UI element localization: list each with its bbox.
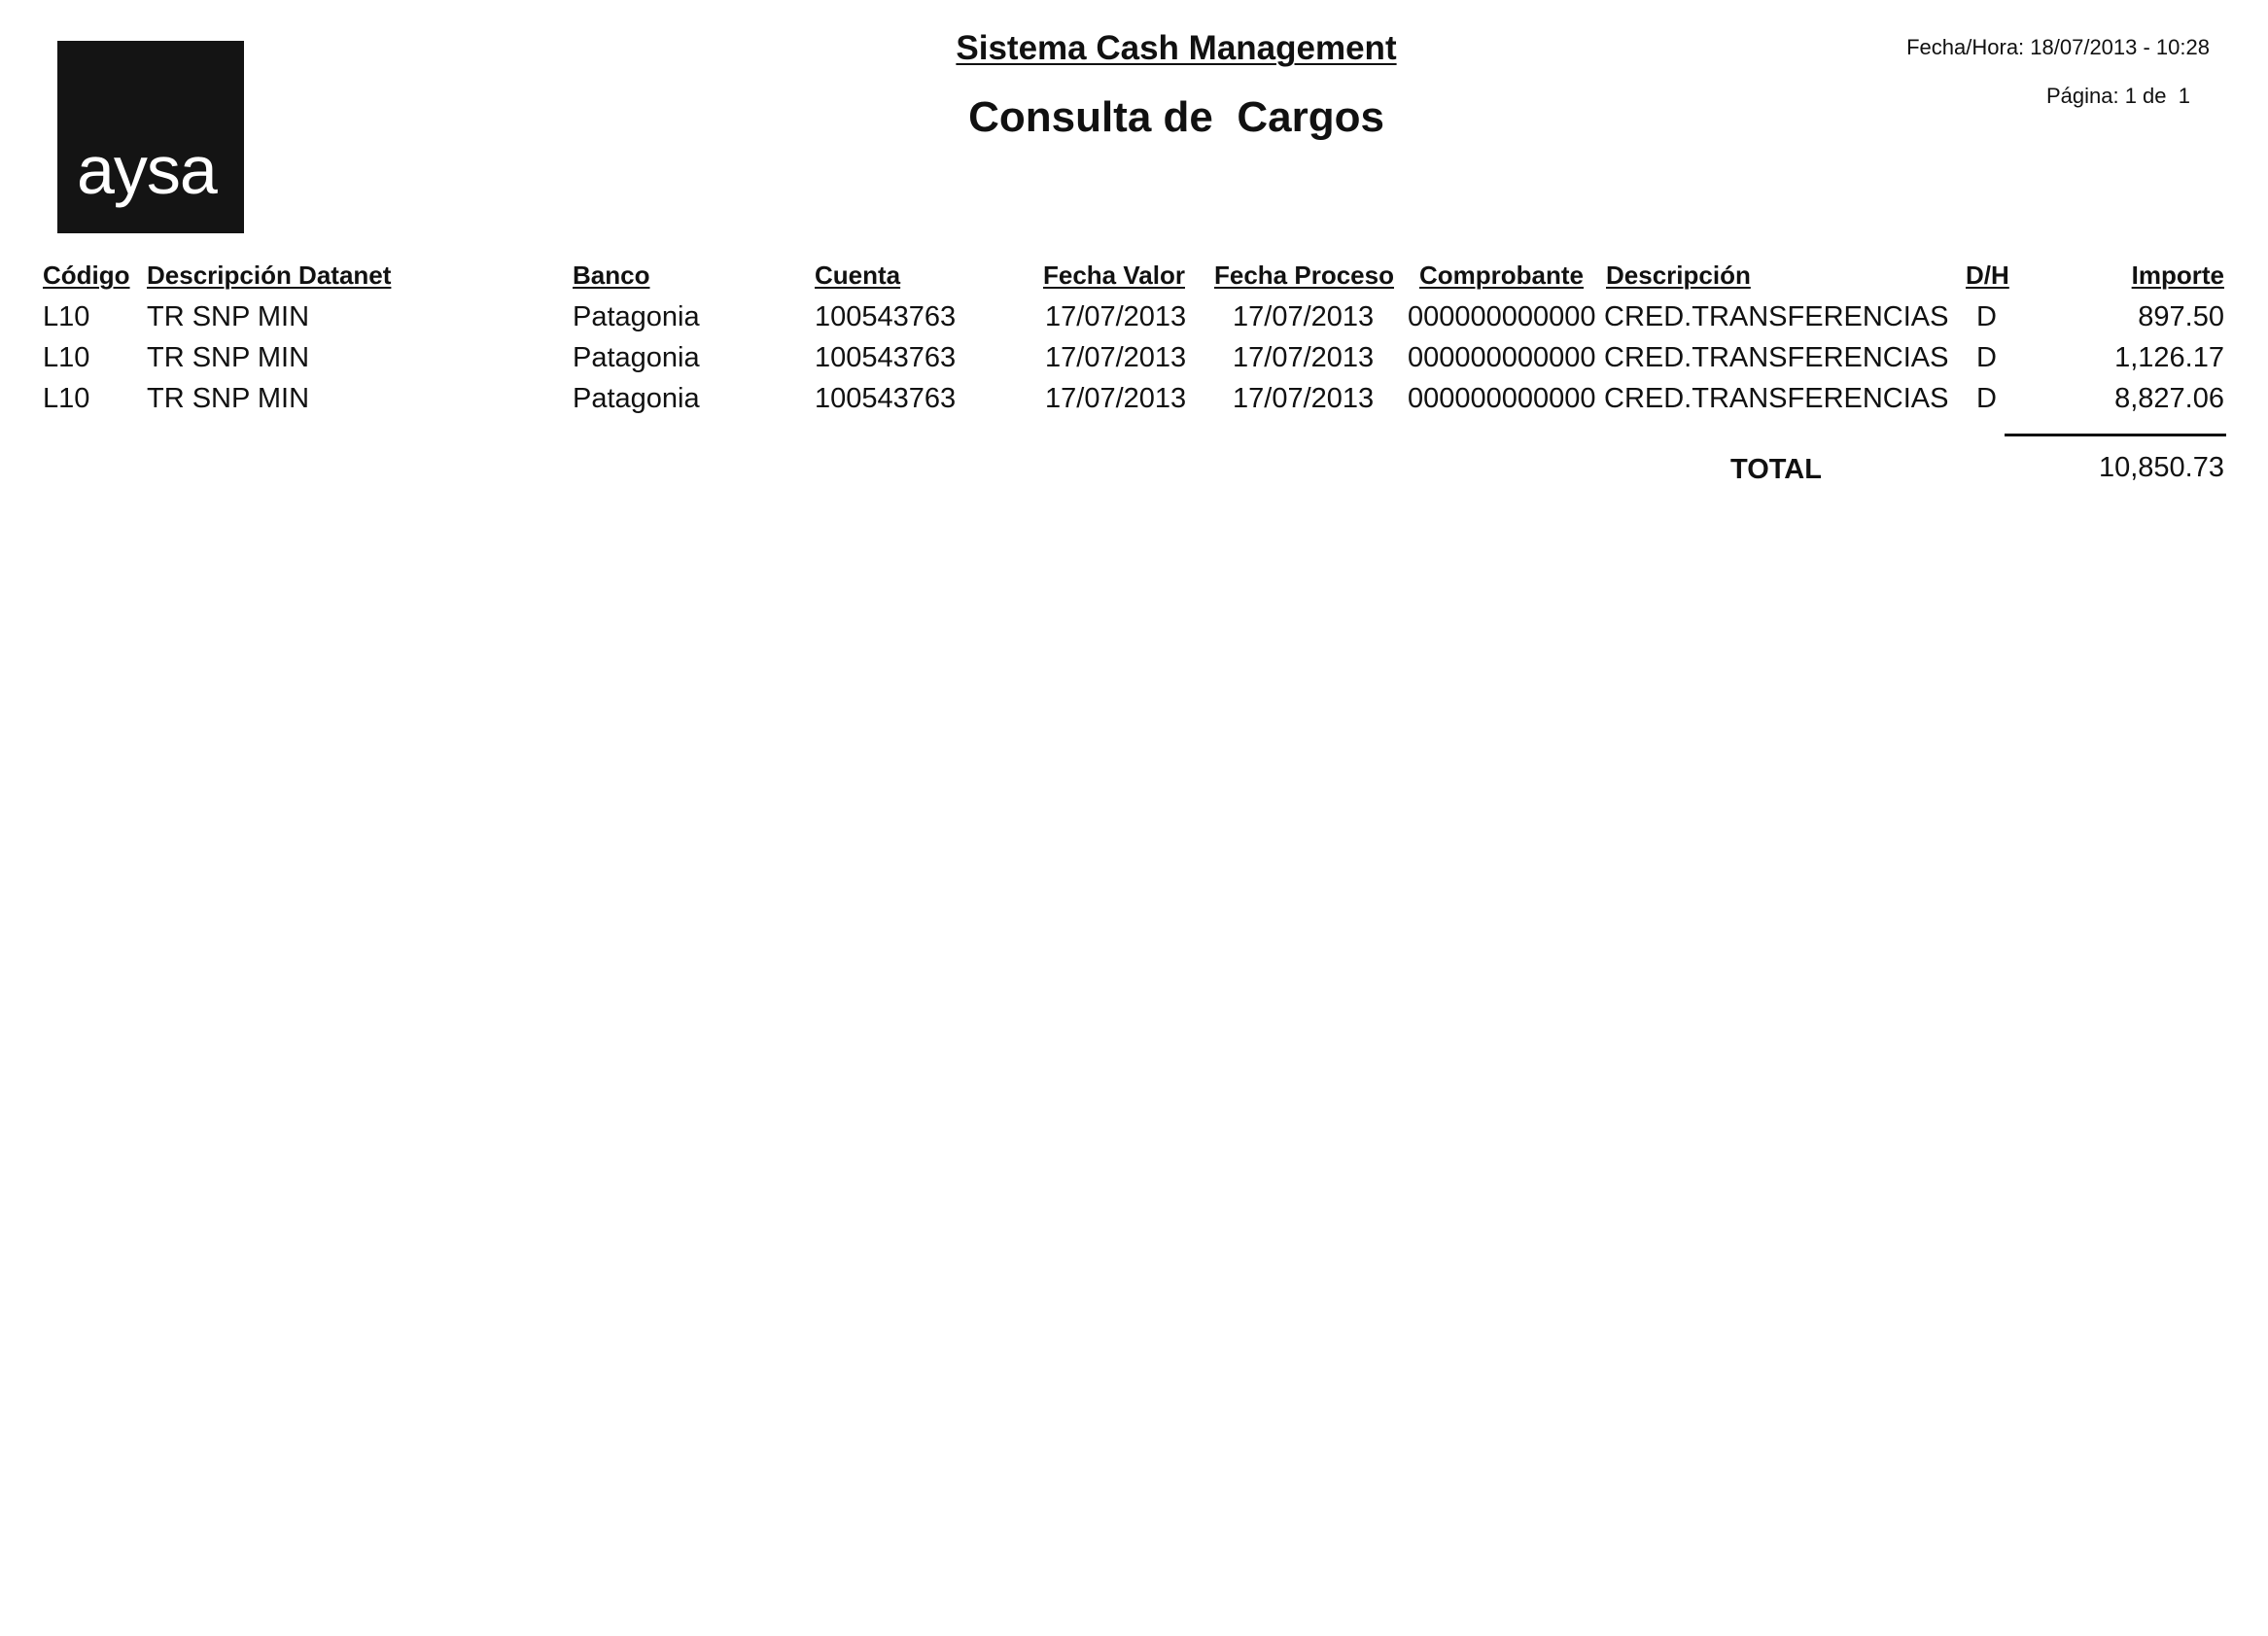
cell-comprobante: 000000000000: [1408, 301, 1596, 332]
cell-fecha-proceso: 17/07/2013: [1233, 342, 1375, 373]
cell-codigo: L10: [43, 301, 90, 332]
cell-descripcion-datanet: TR SNP MIN: [147, 301, 310, 332]
cell-cuenta: 100543763: [815, 342, 957, 373]
cell-fecha-proceso: 17/07/2013: [1233, 383, 1375, 414]
cell-banco: Patagonia: [573, 342, 700, 373]
report-datetime: Fecha/Hora: 18/07/2013 - 10:28: [1906, 35, 2210, 59]
cell-fecha-valor: 17/07/2013: [1045, 342, 1187, 373]
column-header-descripcion: Descripción: [1606, 261, 1751, 290]
logo-text: aysa: [77, 132, 217, 208]
cell-cuenta: 100543763: [815, 301, 957, 332]
cell-banco: Patagonia: [573, 383, 700, 414]
cell-fecha-proceso: 17/07/2013: [1233, 301, 1375, 332]
column-header-banco: Banco: [573, 261, 650, 290]
page-number: Página: 1 de 1: [2045, 84, 2190, 108]
cell-comprobante: 000000000000: [1408, 342, 1596, 373]
cell-descripcion: CRED.TRANSFERENCIAS: [1604, 301, 1949, 332]
column-header-dh: D/H: [1966, 261, 2009, 290]
column-header-comprobante: Comprobante: [1419, 261, 1584, 290]
cell-codigo: L10: [43, 342, 90, 373]
cell-importe: 897.50: [2138, 301, 2224, 332]
cell-fecha-valor: 17/07/2013: [1045, 383, 1187, 414]
total-value: 10,850.73: [2098, 452, 2224, 483]
table-row: [0, 301, 2268, 340]
table-row: [0, 342, 2268, 381]
column-header-codigo: Código: [43, 261, 130, 290]
cell-descripcion-datanet: TR SNP MIN: [147, 383, 310, 414]
cell-importe: 1,126.17: [2114, 342, 2224, 373]
system-title: Sistema Cash Management: [956, 29, 1397, 67]
cell-dh: D: [1976, 301, 1997, 332]
cell-banco: Patagonia: [573, 301, 700, 332]
cell-descripcion: CRED.TRANSFERENCIAS: [1604, 342, 1949, 373]
cell-comprobante: 000000000000: [1408, 383, 1596, 414]
cell-importe: 8,827.06: [2114, 383, 2224, 414]
cell-dh: D: [1976, 342, 1997, 373]
cell-descripcion: CRED.TRANSFERENCIAS: [1604, 383, 1949, 414]
cell-fecha-valor: 17/07/2013: [1045, 301, 1187, 332]
total-divider: [2005, 434, 2226, 436]
cell-cuenta: 100543763: [815, 383, 957, 414]
column-header-cuenta: Cuenta: [815, 261, 901, 290]
cell-codigo: L10: [43, 383, 90, 414]
company-logo: [57, 41, 244, 233]
table-row: [0, 383, 2268, 422]
cell-dh: D: [1976, 383, 1997, 414]
column-header-descripcion-datanet: Descripción Datanet: [147, 261, 392, 290]
column-header-importe: Importe: [2131, 261, 2224, 290]
report-title: Consulta de Cargos: [968, 93, 1384, 141]
total-label: TOTAL: [1730, 454, 1822, 485]
cell-descripcion-datanet: TR SNP MIN: [147, 342, 310, 373]
column-header-fecha-proceso: Fecha Proceso: [1214, 261, 1394, 290]
column-header-fecha-valor: Fecha Valor: [1043, 261, 1185, 290]
